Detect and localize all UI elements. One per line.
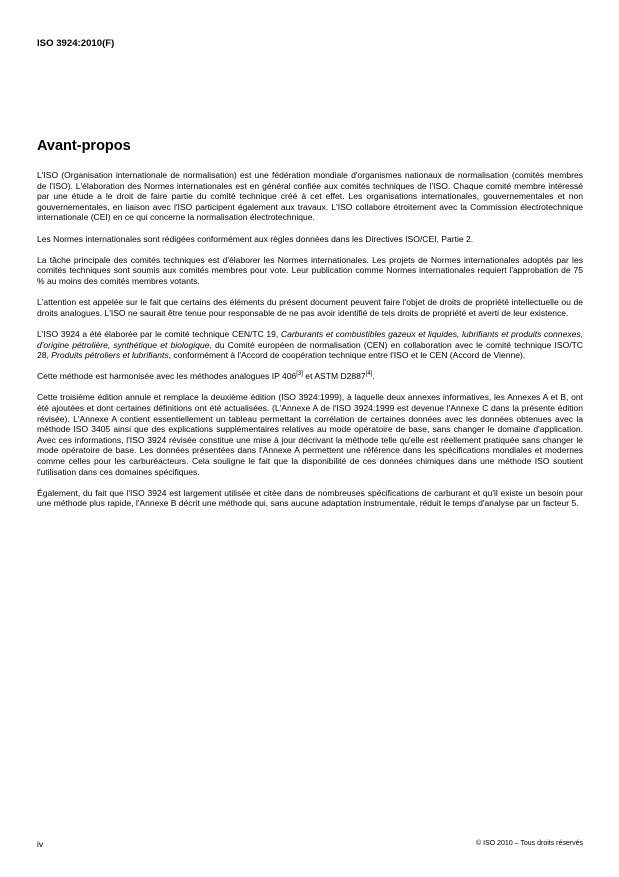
text-segment: Cette méthode est harmonisée avec les méthodes analogues IP 406 (37, 371, 297, 382)
paragraph-directives: Les Normes internationales sont rédigées conformément aux règles données dans les Directives ISO/CEI, Partie 2. (37, 233, 474, 244)
paragraph-iso-organisation: L'ISO (Organisation internationale de normalisation) est une fédération mondiale d'organismes nationaux de normalisation (comités membres de l'ISO). L'élaboration des Normes internationales est en général confiée aux comités techniques de l'ISO. Chaque comité membre intéressé par une étude a le droit de faire partie du comité technique créé à cet effet. Les organisations internationales, gouvernementales et non gouvernementales, en liaison avec l'ISO participent également aux travaux. L'ISO collabore étroitement avec la Commission électrotechnique internationale (CEI) en ce qui concerne la normalisation électrotechnique. (37, 170, 583, 223)
page-title: Avant-propos (37, 138, 131, 154)
reference-marker: [4] (365, 371, 373, 378)
document-reference: ISO 3924:2010(F) (37, 38, 115, 49)
text-segment: . (372, 371, 375, 382)
paragraph-committee-preparation (37, 329, 583, 361)
paragraph-edition-changes: Cette troisième édition annule et remplace la deuxième édition (ISO 3924:1999), à laquelle deux annexes informatives, les Annexes A et B, ont été ajoutées et dont certaines définitions ont été actualisées. (L'Annexe A de l'ISO 3924:1999 est devenue l'Annexe C dans la présente édition révisée). L'Annexe A contient essentiellement un tableau permettant la corrélation de certaines données avec les données obtenues avec la méthode ISO 3405 ainsi que des explications supplémentaires relatives au mode opératoire de base, sans changer le domaine d'application. Avec ces informations, l'ISO 3924 révisée constitue une mise à jour décrivant la méthode telle qu'elle est réellement pratiquée sans changer le mode opératoire de base. Les données présentées dans l'Annexe A permettent une référence dans les spécifications mondiales et modernes comme celles pour les carburéacteurs. Cela souligne le fait que la disponibilité de ces données chimiques dans une méthode ISO soutient l'utilisation dans ces domaines spécifiques. (37, 392, 583, 477)
committee-title-iso: Produits pétroliers et lubrifiants (51, 350, 169, 361)
foreword-body (37, 170, 583, 520)
copyright-notice: © ISO 2010 – Tous droits réservés (476, 840, 583, 847)
paragraph-harmonisation (37, 371, 583, 382)
reference-marker: [3] (296, 371, 303, 378)
paragraph-annex-b: Également, du fait que l'ISO 3924 est largement utilisée et citée dans de nombreuses spécifications de carburant et qu'il existe un besoin pour une méthode plus rapide, l'Annexe B décrit une méthode qui, sans aucune adaptation instrumentale, réduit le temps d'analyse par un facteur 5. (37, 487, 583, 509)
text-segment: , conformément à l'Accord de coopération technique entre l'ISO et le CEN (Accord de Vienne). (168, 350, 526, 361)
text-segment: L'ISO 3924 a été élaborée par le comité technique CEN/TC 19, (37, 328, 281, 339)
committee-title-cen: Carburants et combustibles gazeux et liquides, lubrifiants et produits connexes, d'origine pétrolière, synthétique et biologique (37, 328, 583, 350)
page-number: iv (37, 839, 44, 849)
text-segment: et ASTM D2887 (302, 371, 366, 382)
text-segment: , du Comité européen de normalisation (CEN) en collaboration avec le comité technique ISO/TC 28, (37, 339, 583, 361)
paragraph-patent-rights: L'attention est appelée sur le fait que certains des éléments du présent document peuvent faire l'objet de droits de propriété intellectuelle ou de droits analogues. L'ISO ne saurait être tenue pour responsable de ne pas avoir identifié de tels droits de propriété et averti de leur existence. (37, 297, 583, 318)
paragraph-technical-committees: La tâche principale des comités techniques est d'élaborer les Normes internationales. Les projets de Normes internationales adoptés par les comités techniques sont soumis aux comités membres pour vote. Leur publication comme Normes internationales requiert l'approbation de 75 % au moins des comités membres votants. (37, 254, 583, 286)
